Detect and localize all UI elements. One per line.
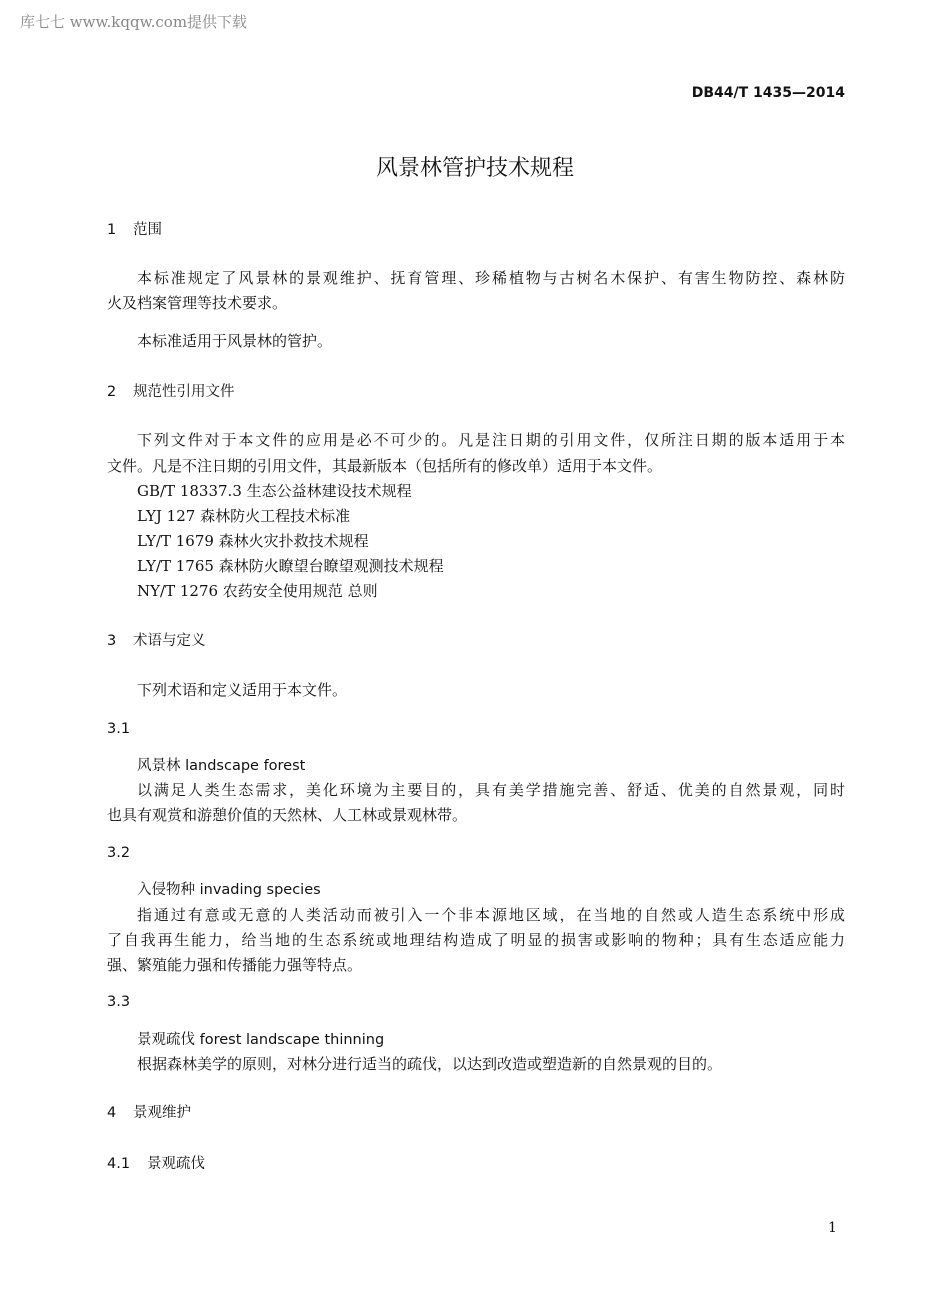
reference-item: LYJ 127 森林防火工程技术标准 [137,507,351,525]
term-title: 入侵物种 invading species [137,882,321,898]
section-1-heading: 1 范围 [107,222,162,238]
section-3-heading: 3 术语与定义 [107,633,206,649]
reference-item: GB/T 18337.3 生态公益林建设技术规程 [137,482,412,500]
paragraph-line: 以满足人类生态需求，美化环境为主要目的，具有美学措施完善、舒适、优美的自然景观，同时 [137,781,845,799]
paragraph-line: 指通过有意或无意的人类活动而被引入一个非本源地区域，在当地的自然或人造生态系统中形成 [137,906,845,924]
reference-item: LY/T 1679 森林火灾扑救技术规程 [137,532,369,550]
page-number: 1 [828,1220,837,1236]
paragraph-line: 也具有观赏和游憩价值的天然林、人工林或景观林带。 [107,806,468,824]
watermark: 库七七 www.kqqw.com提供下载 [20,13,248,31]
paragraph: 本标准适用于风景林的管护。 [137,332,333,350]
reference-item: LY/T 1765 森林防火瞭望台瞭望观测技术规程 [137,557,444,575]
term-number: 3.2 [107,845,131,861]
paragraph-line: 文件。凡是不注日期的引用文件，其最新版本（包括所有的修改单）适用于本文件。 [107,457,663,475]
term-number: 3.1 [107,721,131,737]
paragraph-line: 下列文件对于本文件的应用是必不可少的。凡是注日期的引用文件，仅所注日期的版本适用于本 [137,431,845,449]
paragraph-line: 根据森林美学的原则，对林分进行适当的疏伐，以达到改造或塑造新的自然景观的目的。 [137,1055,723,1073]
term-title: 景观疏伐 forest landscape thinning [137,1032,385,1048]
standard-code: DB44/T 1435—2014 [691,85,845,101]
term-number: 3.3 [107,994,131,1010]
paragraph-line: 火及档案管理等技术要求。 [107,294,288,312]
section-2-heading: 2 规范性引用文件 [107,384,235,400]
paragraph: 下列术语和定义适用于本文件。 [137,681,348,699]
subsection-4-1-heading: 4.1 景观疏伐 [107,1156,205,1172]
paragraph-line: 强、繁殖能力强和传播能力强等特点。 [107,956,363,974]
paragraph-line: 本标准规定了风景林的景观维护、抚育管理、珍稀植物与古树名木保护、有害生物防控、森林防 [137,269,845,287]
reference-item: NY/T 1276 农药安全使用规范 总则 [137,582,378,600]
paragraph-line: 了自我再生能力，给当地的生态系统或地理结构造成了明显的损害或影响的物种；具有生态适应能力 [107,931,845,949]
page-title: 风景林管护技术规程 [375,156,574,181]
section-4-heading: 4 景观维护 [107,1105,191,1121]
term-title: 风景林 landscape forest [137,758,306,774]
